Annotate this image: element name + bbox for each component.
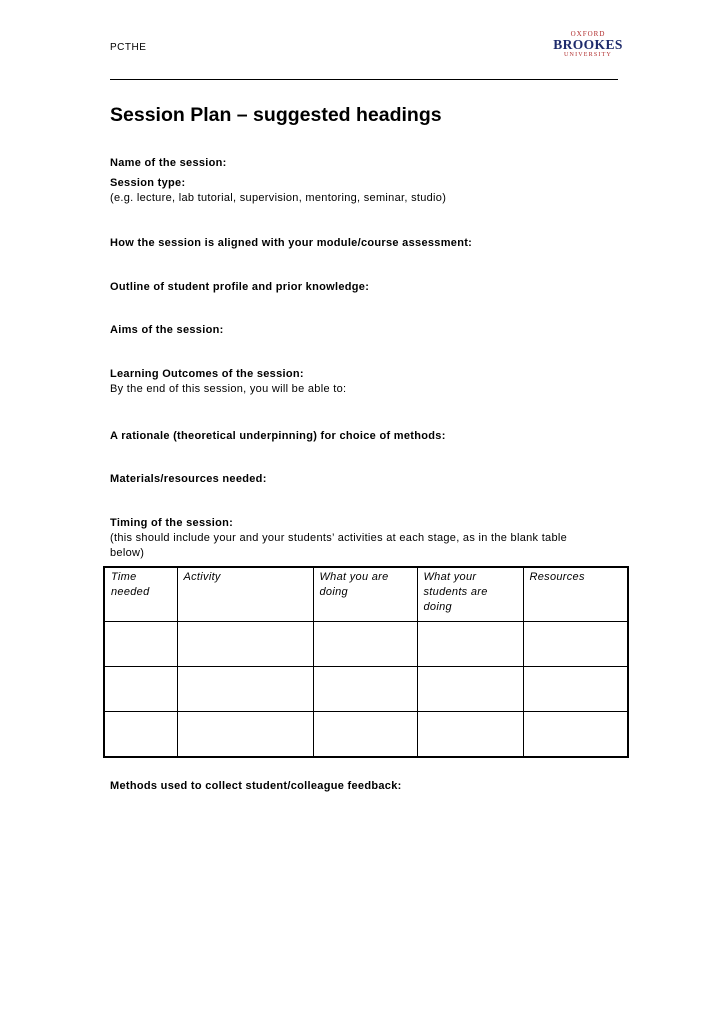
table-cell[interactable] xyxy=(417,712,523,758)
table-cell[interactable] xyxy=(177,712,313,758)
table-cell[interactable] xyxy=(177,622,313,667)
field-student-profile xyxy=(110,280,369,295)
table-row xyxy=(104,712,628,758)
header-text: doing xyxy=(319,586,348,598)
header-text: Resources xyxy=(529,571,585,583)
field-label: Timing of the session: xyxy=(110,517,234,529)
table-cell[interactable] xyxy=(523,667,628,712)
field-rationale xyxy=(110,429,446,444)
field-hint: (e.g. lecture, lab tutorial, supervision, mentoring, seminar, studio) xyxy=(110,192,447,204)
table-header-time xyxy=(104,567,177,622)
field-aims xyxy=(110,323,224,338)
header-text: What your xyxy=(423,571,477,583)
header-divider xyxy=(110,79,618,80)
table-cell[interactable] xyxy=(417,622,523,667)
session-timing-table xyxy=(103,566,629,758)
field-feedback-methods xyxy=(110,779,402,794)
table-cell[interactable] xyxy=(104,622,177,667)
header-text: needed xyxy=(111,586,150,598)
field-label: Session type: xyxy=(110,177,186,189)
header-text: doing xyxy=(423,601,452,613)
table-cell[interactable] xyxy=(417,667,523,712)
field-learning-outcomes xyxy=(110,367,346,397)
table-header-resources xyxy=(523,567,628,622)
table-header-what-students-are-doing xyxy=(417,567,523,622)
field-session-name xyxy=(110,156,227,171)
logo-line-university: UNIVERSITY xyxy=(564,52,612,58)
field-label: Materials/resources needed: xyxy=(110,473,267,485)
field-hint-continued: below) xyxy=(110,547,145,559)
logo-line-oxford: OXFORD xyxy=(570,30,606,38)
table-row xyxy=(104,667,628,712)
field-hint: (this should include your and your students’ activities at each stage, as in the blank table xyxy=(110,532,568,544)
header-text: Activity xyxy=(183,571,221,583)
field-label: Aims of the session: xyxy=(110,324,224,336)
field-label: Learning Outcomes of the session: xyxy=(110,368,304,380)
field-label: How the session is aligned with your module/course assessment: xyxy=(110,237,473,249)
field-hint: By the end of this session, you will be able to: xyxy=(110,383,347,395)
table-cell[interactable] xyxy=(313,667,417,712)
field-materials xyxy=(110,472,267,487)
field-label: A rationale (theoretical underpinning) for choice of methods: xyxy=(110,430,446,442)
table-cell[interactable] xyxy=(313,622,417,667)
field-label: Methods used to collect student/colleague feedback: xyxy=(110,780,402,792)
header-code: PCTHE xyxy=(110,42,147,53)
table-cell[interactable] xyxy=(177,667,313,712)
field-label: Outline of student profile and prior knowledge: xyxy=(110,281,370,293)
logo-line-brookes: BROOKES xyxy=(553,37,623,52)
table-row xyxy=(104,622,628,667)
field-label: Name of the session: xyxy=(110,157,227,169)
field-session-type xyxy=(110,176,446,206)
header-text: students are xyxy=(423,586,488,598)
university-logo xyxy=(552,30,624,59)
header-text: Time xyxy=(111,571,137,583)
table-cell[interactable] xyxy=(104,667,177,712)
page-title: Session Plan – suggested headings xyxy=(110,104,442,126)
table-header-what-you-are-doing xyxy=(313,567,417,622)
field-timing xyxy=(110,516,567,561)
field-alignment xyxy=(110,236,472,251)
table-cell[interactable] xyxy=(523,712,628,758)
table-header-row xyxy=(104,567,628,622)
table-cell[interactable] xyxy=(313,712,417,758)
table-cell[interactable] xyxy=(523,622,628,667)
table-cell[interactable] xyxy=(104,712,177,758)
header-text: What you are xyxy=(319,571,389,583)
table-header-activity xyxy=(177,567,313,622)
